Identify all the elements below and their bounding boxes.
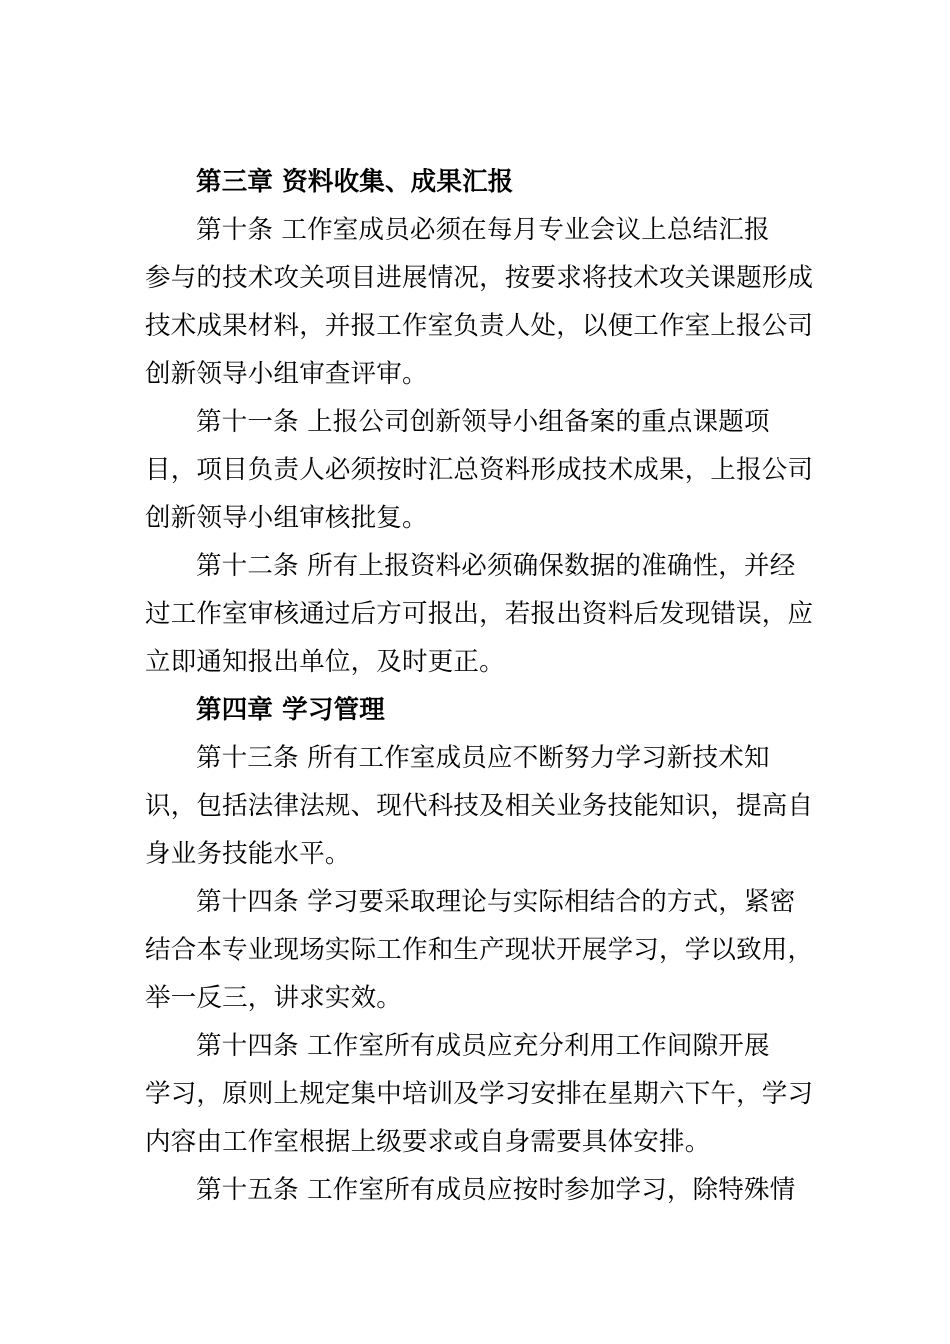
article-12-line-3: 立即通知报出单位，及时更正。 [145,647,505,677]
article-14b-line-2: 学习，原则上规定集中培训及学习安排在星期六下午，学习 [145,1079,814,1109]
article-12-line-1: 第十二条 所有上报资料必须确保数据的准确性，并经 [196,551,796,581]
article-14a-line-3: 举一反三，讲求实效。 [145,983,403,1013]
article-13-line-1: 第十三条 所有工作室成员应不断努力学习新技术知 [196,743,770,773]
article-14b-line-1: 第十四条 工作室所有成员应充分利用工作间隙开展 [196,1031,770,1061]
article-13-line-3: 身业务技能水平。 [145,839,351,869]
article-10-line-4: 创新领导小组审查评审。 [145,359,428,389]
article-12-line-2: 过工作室审核通过后方可报出，若报出资料后发现错误，应 [145,599,814,629]
article-11-line-2: 目，项目负责人必须按时汇总资料形成技术成果，上报公司 [145,455,814,485]
article-10-line-2: 参与的技术攻关项目进展情况，按要求将技术攻关课题形成 [145,263,814,293]
article-11-line-3: 创新领导小组审核批复。 [145,503,428,533]
article-14b-line-3: 内容由工作室根据上级要求或自身需要具体安排。 [145,1127,711,1157]
article-14a-line-2: 结合本专业现场实际工作和生产现状开展学习，学以致用， [145,935,814,965]
chapter-4-heading: 第四章 学习管理 [196,695,385,725]
article-10-line-1: 第十条 工作室成员必须在每月专业会议上总结汇报 [196,215,770,245]
article-13-line-2: 识，包括法律法规、现代科技及相关业务技能知识，提高自 [145,791,814,821]
article-10-line-3: 技术成果材料，并报工作室负责人处，以便工作室上报公司 [145,311,814,341]
article-11-line-1: 第十一条 上报公司创新领导小组备案的重点课题项 [196,407,770,437]
chapter-3-heading: 第三章 资料收集、成果汇报 [196,167,514,197]
article-14a-line-1: 第十四条 学习要采取理论与实际相结合的方式，紧密 [196,887,796,917]
article-15-line-1: 第十五条 工作室所有成员应按时参加学习，除特殊情 [196,1175,796,1205]
